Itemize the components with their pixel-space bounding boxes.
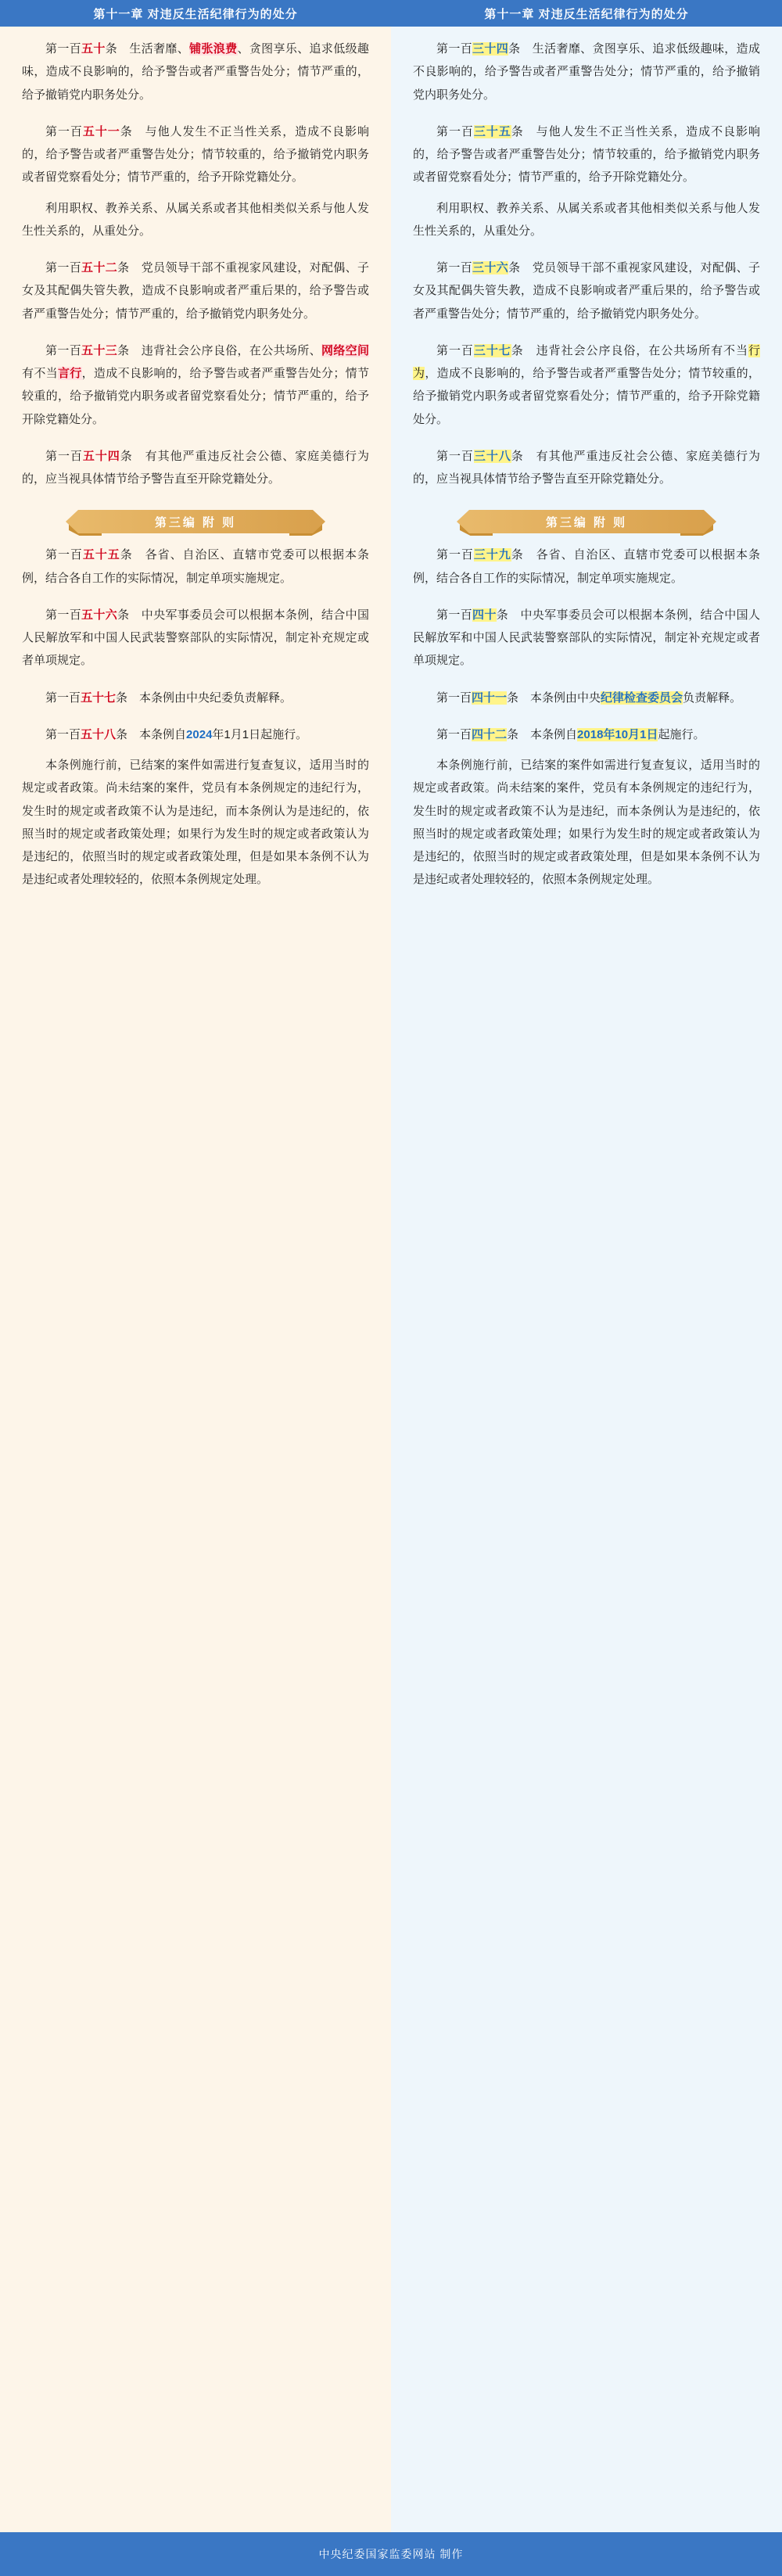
article-154-prefix: 第一百: [45, 449, 83, 463]
article-142-text-2: 起施行。: [658, 727, 705, 741]
article-150-prefix: 第一百: [45, 42, 82, 56]
article-153-prefix: 第一百: [45, 343, 82, 357]
left-column-body: [0, 27, 391, 913]
article-150-text-2: 、贪图享乐、追求低级趣味，造成不良影响的，给予警告或者严重警告处分；情节严重的，给予撤销党内职务处分。: [22, 42, 369, 102]
article-141-text-2: 负责解释。: [683, 691, 742, 705]
article-134-prefix: 第一百: [436, 42, 473, 56]
article-135-para-2: 利用职权、教养关系、从属关系或者其他相类似关系与他人发生性关系的，从重处分。: [413, 201, 760, 238]
article-157-prefix: 第一百: [45, 691, 81, 705]
article-139: [413, 544, 760, 590]
article-151-number: 五十一: [82, 124, 120, 138]
article-153-text-3: ，造成不良影响的，给予警告或者严重警告处分；情节较重的，给予撤销党内职务或者留党察看处分；情节严重的，给予开除党籍处分。: [22, 367, 369, 426]
article-138: [413, 445, 760, 491]
left-column-header: 第十一章 对违反生活纪律行为的处分: [0, 0, 391, 27]
article-141-highlight-1: 纪律检查委员会: [601, 691, 683, 705]
article-138-prefix: 第一百: [436, 449, 474, 463]
right-column-header: 第十一章 对违反生活纪律行为的处分: [391, 0, 782, 27]
right-column-body: [391, 27, 782, 913]
article-137-prefix: 第一百: [436, 343, 474, 357]
article-134-text: 条 生活奢靡、贪图享乐、追求低级趣味，造成不良影响的，给予警告或者严重警告处分；情节严重的，给予撤销党内职务处分。: [413, 42, 760, 102]
article-137-number: 三十七: [473, 343, 511, 357]
article-152-text: 条 党员领导干部不重视家风建设，对配偶、子女及其配偶失管失教，造成不良影响或者严重后果的，给予警告或者严重警告处分；情节严重的，给予撤销党内职务处分。: [22, 261, 369, 321]
article-135-text: 条 与他人发生不正当性关系，造成不良影响的，给予警告或者严重警告处分；情节较重的，给予撤销党内职务或者留党察看处分；情节严重的，给予开除党籍处分。: [413, 124, 760, 185]
article-134-number: 三十四: [472, 42, 509, 56]
article-158: [22, 723, 369, 746]
article-139-text: 条 各省、自治区、直辖市党委可以根据本条例，结合各自工作的实际情况，制定单项实施规定。: [413, 548, 760, 585]
article-157: [22, 687, 369, 709]
article-139-number: 三十九: [473, 548, 511, 562]
article-151-prefix: 第一百: [45, 124, 83, 138]
article-153-number: 五十三: [81, 343, 118, 357]
article-153-highlight-1: 网络空间: [321, 343, 369, 357]
article-158-number: 五十八: [81, 727, 117, 741]
article-153-text-2: 有不当: [22, 367, 58, 380]
article-136: [413, 257, 760, 325]
article-140-text: 条 中央军事委员会可以根据本条例，结合中国人民解放军和中国人民武装警察部队的实际情况，制定补充规定或者单项规定。: [413, 608, 760, 668]
article-150-highlight-1: 铺张浪费: [189, 42, 238, 56]
article-134: [413, 38, 760, 106]
article-151: [22, 120, 369, 189]
article-138-number: 三十八: [473, 449, 511, 463]
article-136-number: 三十六: [472, 261, 509, 274]
article-158-text-1: 条 本条例自: [116, 727, 187, 741]
article-142: [413, 723, 760, 746]
article-156-prefix: 第一百: [45, 608, 82, 622]
article-150-number: 五十: [81, 42, 106, 56]
article-136-text: 条 党员领导干部不重视家风建设，对配偶、子女及其配偶失管失教，造成不良影响或者严重后果的，给予警告或者严重警告处分；情节严重的，给予撤销党内职务处分。: [413, 261, 760, 321]
right-section-banner: [413, 504, 760, 539]
article-156-number: 五十六: [81, 608, 118, 622]
article-158-prefix: 第一百: [45, 727, 81, 741]
article-158-para-2: 本条例施行前，已结案的案件如需进行复查复议，适用当时的规定或者政策。尚未结案的案件，党员有本条例规定的违纪行为，发生时的规定或者政策不认为是违纪，而本条例认为是违纪的，依照当时的规定或者政策处理；如果行为发生时的规定或者政策认为是违纪的，依照当时的规定或者政策处理，但是如果本条例不认为是违纪或者处理较轻的，依照本条例规定处理。: [22, 759, 369, 887]
article-153-text-1: 条 违背社会公序良俗，在公共场所、: [117, 343, 321, 357]
article-137-highlight-1: 行为: [413, 343, 760, 380]
article-141-prefix: 第一百: [436, 691, 472, 705]
article-158-year: 2024: [186, 727, 213, 741]
article-138-text: 条 有其他严重违反社会公德、家庭美德行为的，应当视具体情节给予警告直至开除党籍处分。: [413, 449, 760, 486]
left-section-banner: [22, 504, 369, 539]
article-156: [22, 604, 369, 673]
article-142-year: 2018: [577, 727, 604, 741]
article-152-prefix: 第一百: [45, 261, 82, 274]
article-152: [22, 257, 369, 325]
article-154-text: 条 有其他严重违反社会公德、家庭美德行为的，应当视具体情节给予警告直至开除党籍处分。: [22, 449, 369, 486]
article-140-number: 四十: [472, 608, 497, 622]
article-152-number: 五十二: [81, 261, 118, 274]
article-151-para-2: 利用职权、教养关系、从属关系或者其他相类似关系与他人发生性关系的，从重处分。: [22, 201, 369, 238]
article-155-text: 条 各省、自治区、直辖市党委可以根据本条例，结合各自工作的实际情况，制定单项实施规定。: [22, 548, 369, 585]
article-142-number: 四十二: [472, 727, 508, 741]
article-140: [413, 604, 760, 673]
article-150-text-1: 条 生活奢靡、: [105, 42, 190, 56]
article-142-date: 年10月1日: [603, 727, 658, 741]
article-136-prefix: 第一百: [436, 261, 473, 274]
article-137-text-2: ，造成不良影响的，给予警告或者严重警告处分；情节较重的，给予撤销党内职务或者留党察看处分；情节严重的，给予开除党籍处分。: [413, 367, 760, 426]
article-142-text-1: 条 本条例自: [507, 727, 578, 741]
article-142-prefix: 第一百: [436, 727, 472, 741]
article-137-text-1: 条 违背社会公序良俗，在公共场所有不当: [511, 343, 748, 357]
article-135-prefix: 第一百: [436, 124, 474, 138]
right-column: [391, 0, 782, 2532]
article-135-number: 三十五: [473, 124, 511, 138]
article-155-number: 五十五: [82, 548, 120, 562]
article-150: [22, 38, 369, 106]
article-156-text: 条 中央军事委员会可以根据本条例，结合中国人民解放军和中国人民武装警察部队的实际情况，制定补充规定或者单项规定。: [22, 608, 369, 668]
article-140-prefix: 第一百: [436, 608, 473, 622]
article-139-prefix: 第一百: [436, 548, 474, 562]
article-141-text-1: 条 本条例由中央: [507, 691, 601, 705]
article-142-para-2: 本条例施行前，已结案的案件如需进行复查复议，适用当时的规定或者政策。尚未结案的案件，党员有本条例规定的违纪行为，发生时的规定或者政策不认为是违纪，而本条例认为是违纪的，依照当时的规定或者政策处理；如果行为发生时的规定或者政策认为是违纪的，依照当时的规定或者政策处理，但是如果本条例不认为是违纪或者处理较轻的，依照本条例规定处理。: [413, 759, 760, 887]
article-154-number: 五十四: [82, 449, 120, 463]
article-153: [22, 339, 369, 431]
article-153-highlight-2: 言行: [57, 367, 82, 380]
article-137: [413, 339, 760, 431]
article-135: [413, 120, 760, 189]
article-141: [413, 687, 760, 709]
page-footer: 中央纪委国家监委网站 制作: [0, 2532, 782, 2576]
article-155-prefix: 第一百: [45, 548, 83, 562]
article-157-number: 五十七: [81, 691, 117, 705]
left-column: [0, 0, 391, 2532]
right-banner-label: 第三编 附 则: [469, 510, 704, 533]
article-151-text: 条 与他人发生不正当性关系，造成不良影响的，给予警告或者严重警告处分；情节较重的，给予撤销党内职务或者留党察看处分；情节严重的，给予开除党籍处分。: [22, 124, 369, 185]
article-141-number: 四十一: [472, 691, 508, 705]
left-banner-label: 第三编 附 则: [78, 510, 313, 533]
article-157-text: 条 本条例由中央纪委负责解释。: [116, 691, 292, 705]
article-155: [22, 544, 369, 590]
article-158-text-2: 年1月1日起施行。: [212, 727, 308, 741]
article-154: [22, 445, 369, 491]
